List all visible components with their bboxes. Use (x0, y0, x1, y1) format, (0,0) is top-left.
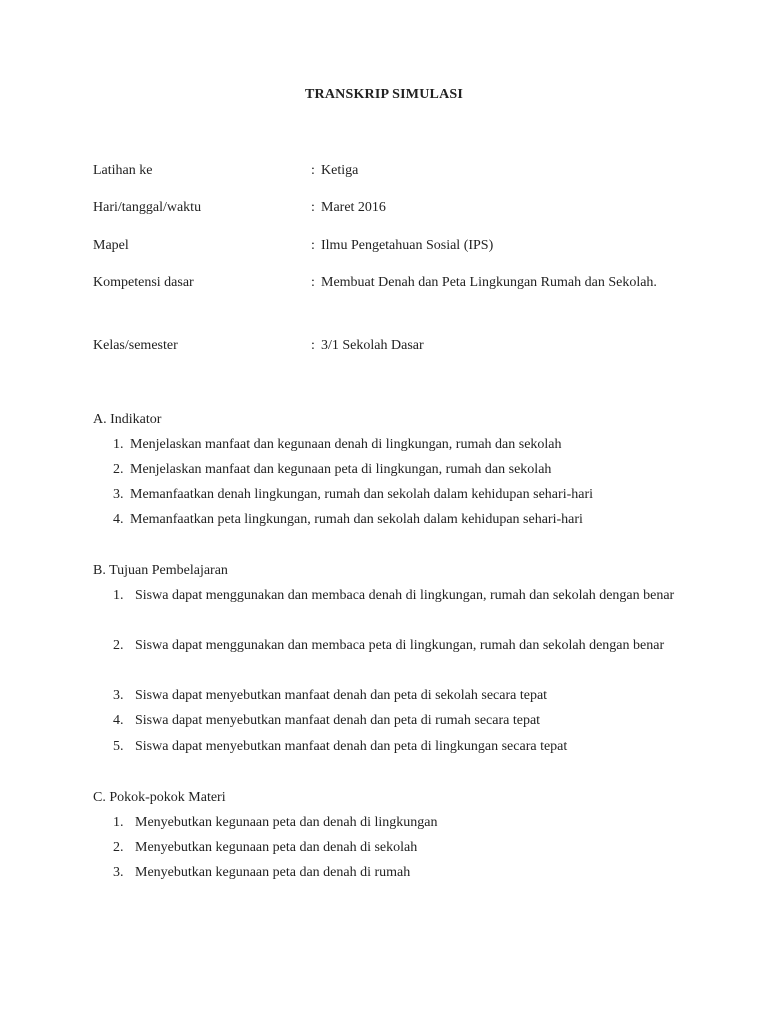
meta-value: Ilmu Pengetahuan Sosial (IPS) (321, 238, 494, 253)
list-number: 1. (113, 815, 124, 830)
list-number: 3. (113, 688, 124, 703)
list-text: Menjelaskan manfaat dan kegunaan peta di lingkungan, rumah dan sekolah (130, 462, 552, 477)
list-text: Siswa dapat menyebutkan manfaat denah dan peta di lingkungan secara tepat (135, 739, 568, 754)
list-text: Memanfaatkan denah lingkungan, rumah dan sekolah dalam kehidupan sehari-hari (130, 487, 594, 502)
section-heading-pokok-materi: C. Pokok-pokok Materi (93, 790, 226, 805)
meta-label: Mapel (93, 238, 129, 253)
document-title: TRANSKRIP SIMULASI (304, 87, 464, 102)
section-heading-indikator: A. Indikator (93, 412, 162, 427)
meta-value: Membuat Denah dan Peta Lingkungan Rumah dan Sekolah. (321, 275, 657, 290)
list-text: Siswa dapat menyebutkan manfaat denah dan peta di sekolah secara tepat (135, 688, 548, 703)
meta-value: 3/1 Sekolah Dasar (321, 338, 424, 353)
meta-label: Kelas/semester (93, 338, 178, 353)
meta-colon: : (311, 200, 315, 215)
list-text: Menyebutkan kegunaan peta dan denah di lingkungan (135, 815, 438, 830)
meta-colon: : (311, 238, 315, 253)
list-number: 5. (113, 739, 124, 754)
list-text: Memanfaatkan peta lingkungan, rumah dan sekolah dalam kehidupan sehari-hari (130, 512, 583, 527)
list-number: 2. (113, 840, 124, 855)
list-number: 1. (113, 588, 124, 603)
list-number: 4. (113, 713, 124, 728)
meta-label: Kompetensi dasar (93, 275, 194, 290)
list-text: Menjelaskan manfaat dan kegunaan denah di lingkungan, rumah dan sekolah (130, 437, 562, 452)
list-text: Siswa dapat menggunakan dan membaca peta di lingkungan, rumah dan sekolah dengan benar (135, 638, 665, 653)
meta-label: Hari/tanggal/waktu (93, 200, 202, 215)
list-number: 3. (113, 865, 124, 880)
list-number: 4. (113, 512, 124, 527)
section-heading-tujuan: B. Tujuan Pembelajaran (93, 563, 228, 578)
meta-colon: : (311, 338, 315, 353)
list-text: Menyebutkan kegunaan peta dan denah di sekolah (135, 840, 418, 855)
list-number: 2. (113, 638, 124, 653)
list-number: 1. (113, 437, 124, 452)
meta-value: Ketiga (321, 163, 359, 178)
list-number: 2. (113, 462, 124, 477)
list-text: Siswa dapat menyebutkan manfaat denah dan peta di rumah secara tepat (135, 713, 541, 728)
meta-value: Maret 2016 (321, 200, 386, 215)
meta-colon: : (311, 163, 315, 178)
meta-label: Latihan ke (93, 163, 153, 178)
list-text: Siswa dapat menggunakan dan membaca denah di lingkungan, rumah dan sekolah dengan benar (135, 588, 675, 603)
meta-colon: : (311, 275, 315, 290)
list-number: 3. (113, 487, 124, 502)
list-text: Menyebutkan kegunaan peta dan denah di rumah (135, 865, 411, 880)
